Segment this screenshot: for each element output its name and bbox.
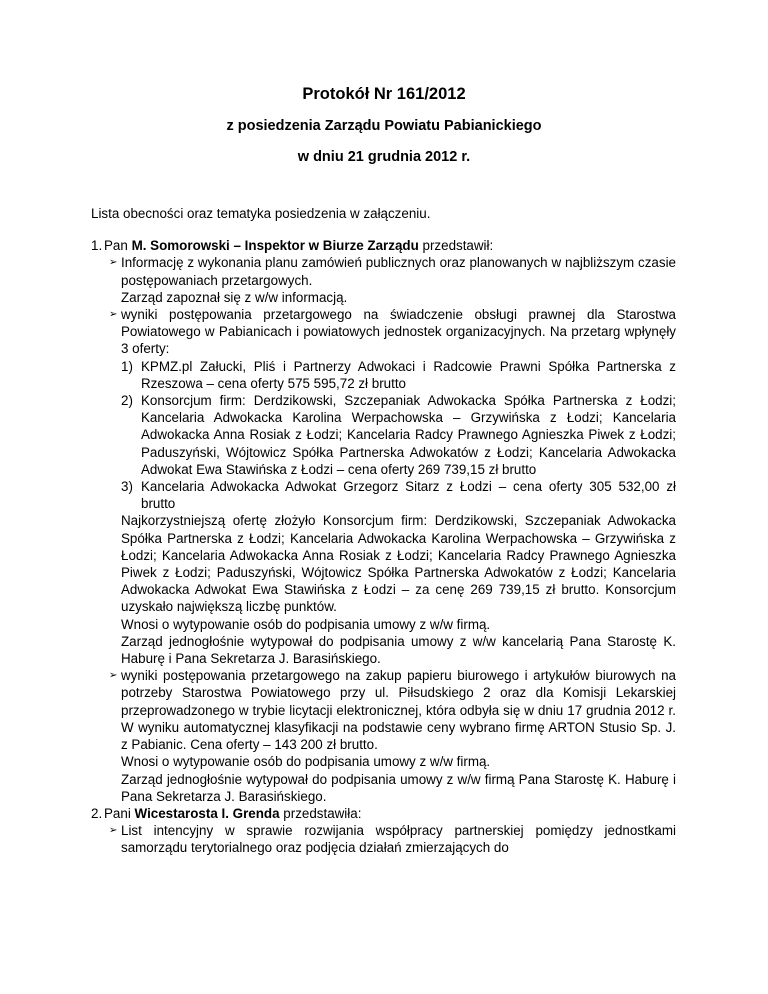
speaker-prefix: Pan [104,238,128,254]
page-title: Protokół Nr 161/2012 [302,85,466,103]
decision-text: Zarząd jednogłośnie wytypował do podpisania umowy z w/w kancelarią Pana Starostę K. Haburę i Pana Sekretarza J. Barasińskiego. [121,633,676,667]
decision-text: Zarząd jednogłośnie wytypował do podpisania umowy z w/w firmą Pana Starostę K. Haburę i Pana Sekretarza J. Barasińskiego. [121,771,676,804]
speaker-verb: przedstawił: [422,238,494,254]
offer-text: Konsorcjum firm: Derdzikowski, Szczepaniak Adwokacka Spółka Partnerska z Łodzi; Kancelaria Adwokacka Karolina Werpachowska – Grzywińska z Łodzi; Kancelaria Adwokacka Anna Rosiak z Łodzi; Kancelaria Radcy Prawnego Agnieszka Piwek z Łodzi; Paduszyński, Wójtowicz Spółka Partnerska Adwokatów z Łodzi; Kancelaria Adwokacka Adwokat Ewa Stawińska z Łodzi – cena oferty 269 739,15 zł brutto [141,393,676,477]
item-heading [104,805,676,822]
bullet-text: wyniki postępowania przetargowego na zakup papieru biurowego i artykułów biurowych na potrzeby Starostwa Powiatowego przy ul. Piłsudskiego 2 oraz dla Komisji Lekarskiej przeprowadzonego w trybie licytacji elektronicznej, która odbyła się w dniu 17 grudnia 2012 r. W wyniku automatycznej klasyfikacji na podstawie ceny wybrano firmę ARTON Stusio Sp. J. z Pabianic. Cena oferty – 143 200 zł brutto. [121,668,676,753]
offer-item [121,358,676,392]
offer-number: 3) [121,479,133,495]
arrow-bullet-icon: ➢ [109,257,118,269]
bullet-point [104,822,676,856]
bullet-text: Informację z wykonania planu zamówień publicznych oraz planowanych w najbliższym czasie postępowaniach przetargowych. [121,255,676,288]
bullet-point [104,306,676,667]
agenda-item-2 [91,805,676,857]
offer-item [121,392,676,478]
item-heading [104,237,676,254]
speaker-name: Wicestarosta I. Grenda [134,805,280,821]
offer-text: KPMZ.pl Załucki, Pliś i Partnerzy Adwokaci i Radcowie Prawni Spółka Partnerska z Rzeszowa – cena oferty 575 595,72 zł brutto [141,358,676,391]
board-note: Zarząd zapoznał się z w/w informacją. [121,289,348,305]
item-number: 1. [91,238,103,254]
arrow-bullet-icon: ➢ [109,309,118,321]
arrow-bullet-icon: ➢ [109,670,118,682]
intro-text: Lista obecności oraz tematyka posiedzenia w załączeniu. [91,206,431,221]
bullet-text: List intencyjny w sprawie rozwijania współpracy partnerskiej pomiędzy jednostkami samorządu terytorialnego oraz podjęcia działań zmierzających do [121,823,676,856]
offer-text: Kancelaria Adwokacka Adwokat Grzegorz Sitarz z Łodzi – cena oferty 305 532,00 zł brutto [141,479,676,512]
summary-text: Najkorzystniejszą ofertę złożyło Konsorcjum firm: Derdzikowski, Szczepaniak Adwokacka Spółka Partnerska z Łodzi; Kancelaria Adwokacka Karolina Werpachowska – Grzywińska z Łodzi; Kancelaria Adwokacka Anna Rosiak z Łodzi; Kancelaria Radcy Prawnego Agnieszka Piwek z Łodzi; Paduszyński, Wójtowicz Spółka Partnerska Adwokatów z Łodzi; Kancelaria Adwokacka Adwokat Ewa Stawińska z Łodzi – za cenę 269 739,15 zł brutto. Konsorcjum uzyskało największą liczbę punktów. [121,513,676,615]
bullet-text: wyniki postępowania przetargowego na świadczenie obsługi prawnej dla Starostwa Powiatowego w Pabianicach i powiatowych jednostek organizacyjnych. Na przetarg wpłynęły 3 oferty: [121,307,676,357]
page-subtitle: z posiedzenia Zarządu Powiatu Pabianickiego [226,118,542,134]
agenda-item-1 [91,237,676,805]
speaker-name: M. Somorowski – Inspektor w Biurze Zarządu [131,238,419,254]
request-text: Wnosi o wytypowanie osób do podpisania umowy z w/w firmą. [121,754,491,770]
speaker-prefix: Pani [104,805,131,821]
arrow-bullet-icon: ➢ [109,825,118,837]
bullet-point [104,667,676,805]
offer-number: 2) [121,393,133,409]
offer-item [121,478,676,512]
offer-number: 1) [121,358,133,374]
request-text: Wnosi o wytypowanie osób do podpisania umowy z w/w firmą. [121,616,491,632]
bullet-point [104,254,676,306]
speaker-verb: przedstawiła: [283,805,362,821]
document-body [91,205,676,857]
item-number: 2. [91,805,103,821]
meeting-date: w dniu 21 grudnia 2012 r. [297,149,471,165]
